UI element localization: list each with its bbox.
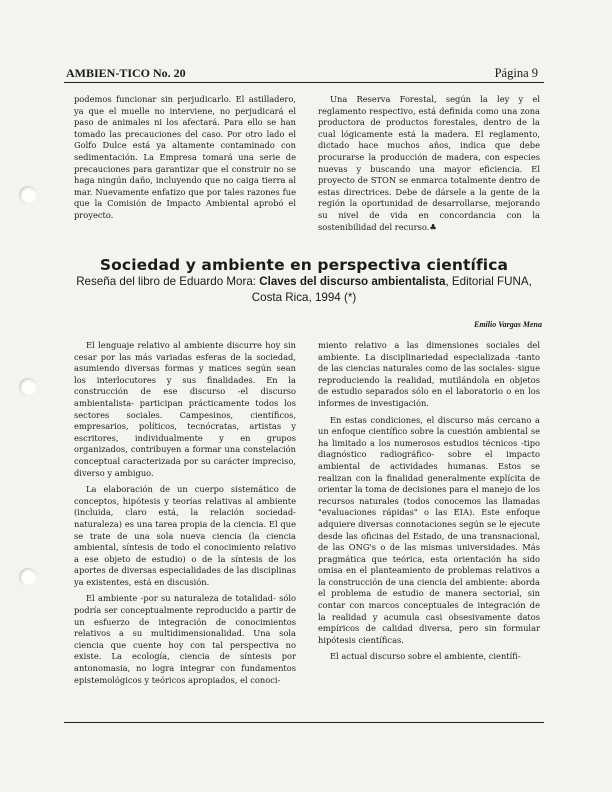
- page-header: [66, 66, 538, 81]
- bottom-right-column: [318, 340, 540, 690]
- paragraph: miento relativo a las dimensiones sociales del ambiente. La disciplinariedad especializada -tanto de las ciencias naturales como de las sociales- sigue reproduciendo la realidad, mutilándola en objetos de estudio separados sólo en el laboratorio o en los informes de investigación.: [318, 340, 540, 408]
- paragraph: El lenguaje relativo al ambiente discurre hoy sin cesar por las más variadas esferas de la sociedad, asumiendo diversas formas y matices según sean los interlocutores y sus finalidades. En la construcción de ese discurso -el discurso ambientalista- participan prácticamente todos los sectores sociales. Campesinos, científicos, empresarios, políticos, tecnócratas, artistas y escritores, individualmente y en grupos organizados, contribuyen a formar una constelación conceptual caracterizada por su carácter impreciso, diverso y ambiguo.: [74, 340, 296, 478]
- header-rule: [64, 82, 544, 83]
- subtitle-suffix: , Editorial FUNA, Costa Rica, 1994 (*): [251, 275, 532, 304]
- page-number: Página 9: [494, 66, 538, 80]
- book-title: Claves del discurso ambientalista: [259, 275, 446, 288]
- article-subtitle: [64, 274, 544, 306]
- paragraph: podemos funcionar sin perjudicarlo. El astilladero, ya que el muelle no interviene, no perjudicará el paso de animales ni los afectará. Para ello se han tomado las precauciones del caso. Por otro lado el Golfo Dulce está ya altamente contaminado con sedimentación. La Empresa tomará una serie de precauciones para garantizar que el construir no se haga ningún daño, incluyendo que no caiga tierra al mar. Nuevamente enfatizo que por tales razones fue que la Comisión de Impacto Ambiental aprobó el proyecto.: [74, 94, 296, 220]
- article-title: Sociedad y ambiente en perspectiva científica: [99, 256, 509, 274]
- publication-title: AMBIEN-TICO No. 20: [66, 66, 186, 80]
- paragraph: Una Reserva Forestal, según la ley y el reglamento respectivo, está definida como una zona productora de productos forestales, dentro de la cual lógicamente está la madera. El reglamento, dictado hace muchos años, indica que debe procurarse la producción de madera, con especies nuevas y buscando una mayor eficiencia. El proyecto de STON se enmarca totalmente dentro de estas directrices. Debe de dársele a la gente de la región la oportunidad de desarrollarse, mejorando su nivel de vida en concordancia con la sostenibilidad del recurso.♣: [318, 94, 540, 232]
- punch-hole: [19, 568, 37, 586]
- paragraph: El ambiente -por su naturaleza de totalidad- sólo podría ser conceptualmente reproducido a partir de un esfuerzo de integración de conocimientos relativos a su multidimensionalidad. Una sola ciencia que cuente hoy con tal perspectiva no existe. La ecología, ciencia de síntesis por antonomasia, no logra integrar con fundamentos epistemológicos y teóricos apropiados, el conoci-: [74, 593, 296, 685]
- punch-hole: [19, 378, 37, 396]
- subtitle-prefix: Reseña del libro de Eduardo Mora:: [76, 275, 260, 288]
- bottom-left-column: [74, 340, 296, 690]
- top-right-column: [318, 94, 540, 236]
- paragraph: La elaboración de un cuerpo sistemático de conceptos, hipótesis y teorías relativas al ambiente (incluida, claro está, la relación sociedad-naturaleza) es una tarea propia de la ciencia. El que se trate de una sola nueva ciencia (la ciencia ambiental, síntesis de todo el conocimiento relativo a ese objeto de estudio) o de la síntesis de los aportes de diversas especialidades de las disciplinas ya existentes, está en discusión.: [74, 484, 296, 587]
- article-author: Emilio Vargas Mena: [473, 320, 542, 329]
- punch-hole: [19, 186, 37, 204]
- paragraph: En estas condiciones, el discurso más cercano a un enfoque científico sobre la cuestión ambiental se ha limitado a los numerosos estudios técnicos -tipo diagnóstico radiográfico- sobre el impacto ambiental de actividades humanas. Estos se realizan con la finalidad generalmente explícita de orientar la toma de decisiones para el manejo de los recursos naturales (todos conocemos las llamadas "evaluaciones rápidas" o las EIA). Este enfoque adquiere diversas connotaciones según se le ejecute desde las oficinas del Estado, de una transnacional, de las ONG's o de las mismas universidades. Más pragmática que teórica, esta orientación ha sido omisa en el planteamiento de problemas relativos a la construcción de una ciencia del ambiente: aborda el problema de estudio de manera sectorial, sin contar con marcos conceptuales de integración de la realidad y acumula casi obsesivamente datos empíricos de calidad diversa, pero sin formular hipótesis científicas.: [318, 414, 540, 645]
- footer-rule: [64, 722, 544, 723]
- top-left-column: [74, 94, 296, 226]
- paragraph: El actual discurso sobre el ambiente, científi-: [330, 651, 521, 662]
